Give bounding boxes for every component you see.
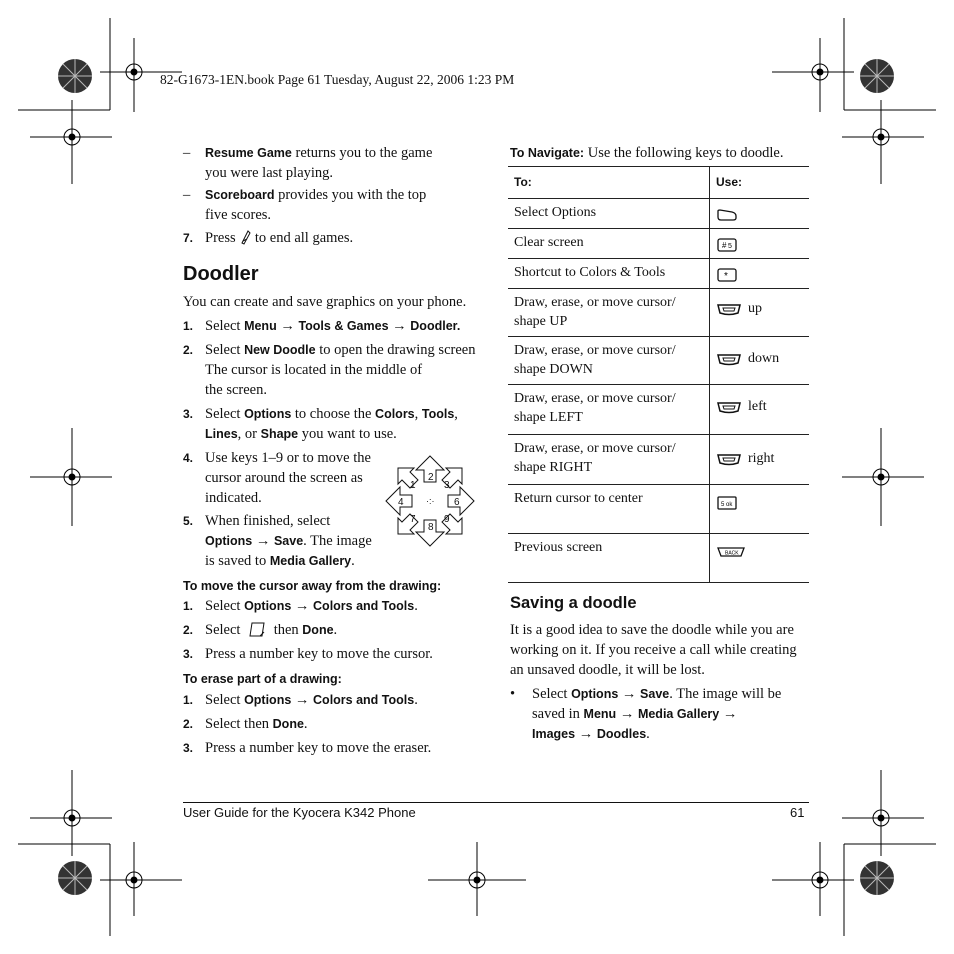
list-item: 3. Select Options to choose the Colors, Tools, Lines, or Shape you want to use.: [183, 406, 458, 442]
table-row: Select Options: [508, 199, 809, 229]
table-row: Clear screen # 5: [508, 229, 809, 259]
ok-key-icon: [716, 495, 738, 511]
softkey-left-icon: [716, 208, 738, 222]
svg-text:#: #: [722, 240, 727, 250]
list-item: 1. Select Options → Colors and Tools.: [183, 598, 418, 614]
footer-rule: [183, 802, 809, 803]
keypad-digit: 8: [428, 522, 434, 533]
keypad-digit: 6: [454, 497, 460, 508]
section-title: Doodler: [183, 263, 259, 285]
nav-key-icon: [716, 452, 742, 466]
svg-text:BACK: BACK: [725, 550, 739, 557]
list-item: – Scoreboard provides you with the top five scores.: [183, 187, 427, 223]
section-title: Saving a doodle: [510, 594, 637, 612]
list-item: 4. Use keys 1–9 or to move the cursor around the screen as indicated.: [183, 450, 371, 506]
table-row: Previous screen BACK: [508, 534, 809, 583]
subsection-title: To move the cursor away from the drawing:: [183, 579, 442, 593]
list-item: 2. Select New Doodle to open the drawing screen The cursor is located in the middle of the screen.: [183, 342, 476, 398]
bullet: •: [510, 686, 516, 702]
list-item: 7. Press to end all games.: [183, 230, 354, 246]
footer-title: User Guide for the Kyocera K342 Phone: [183, 805, 416, 820]
table-row: Draw, erase, or move cursor/ shape DOWN down: [508, 337, 809, 385]
subsection-title: To erase part of a drawing:: [183, 672, 342, 686]
keypad-digit: 7: [410, 514, 416, 525]
table-row: Draw, erase, or move cursor/ shape LEFT left: [508, 385, 809, 435]
keypad-digit: 4: [398, 497, 404, 508]
keypad-direction-diagram: [384, 454, 476, 548]
section-intro: You can create and save graphics on your phone.: [183, 294, 467, 310]
star-key-icon: [716, 267, 738, 283]
list-item: • Select Options → Save. The image will be saved in Menu → Media Gallery → Images → Doodles.: [510, 686, 782, 742]
list-item: 3. Press a number key to move the eraser.: [183, 740, 432, 756]
saving-paragraph: It is a good idea to save the doodle while you are working on it. If you receive a call while creating an unsaved doodle, it will be lost.: [510, 622, 797, 678]
table-row: Draw, erase, or move cursor/ shape RIGHT right: [508, 435, 809, 485]
back-key-icon: [716, 545, 746, 559]
table-header: Use:: [710, 167, 810, 199]
list-item: 1. Select Options → Colors and Tools.: [183, 692, 418, 708]
list-item: 3. Press a number key to move the cursor.: [183, 646, 433, 662]
list-item: – Resume Game returns you to the game you were last playing.: [183, 145, 433, 181]
svg-text:5 ok: 5 ok: [721, 501, 733, 508]
list-item: 1. Select Menu → Tools & Games → Doodler.: [183, 318, 461, 334]
svg-text:5: 5: [728, 242, 732, 250]
pencil-tool-icon: [248, 620, 266, 638]
keypad-digit: 2: [428, 472, 434, 483]
nav-key-icon: [716, 352, 742, 366]
nav-key-icon: [716, 400, 742, 414]
svg-text:*: *: [724, 270, 728, 282]
pound-key-icon: [716, 237, 738, 253]
arrow-right-shape: [448, 487, 474, 515]
print-header: 82-G1673-1EN.book Page 61 Tuesday, August 22, 2006 1:23 PM: [160, 72, 515, 87]
navigate-intro: To Navigate: Use the following keys to doodle.: [510, 145, 784, 161]
table-row: Shortcut to Colors & Tools *: [508, 259, 809, 289]
keypad-digit: 1: [410, 480, 416, 491]
table-header: To:: [508, 167, 710, 199]
navigation-keys-table: [508, 166, 809, 583]
keypad-digit: 9: [444, 514, 450, 525]
end-key-icon: [239, 229, 251, 245]
nav-key-icon: [716, 302, 742, 316]
list-item: 2. Select then Done.: [183, 622, 338, 638]
page-number: 61: [790, 805, 805, 820]
keypad-digit: 3: [444, 480, 450, 491]
svg-text:·:·: ·:·: [426, 496, 435, 506]
list-item: 2. Select then Done.: [183, 716, 308, 732]
table-row: Return cursor to center 5 ok: [508, 485, 809, 534]
list-item: 5. When finished, select Options → Save. The image is saved to Media Gallery.: [183, 513, 372, 569]
table-row: Draw, erase, or move cursor/ shape UP up: [508, 289, 809, 337]
